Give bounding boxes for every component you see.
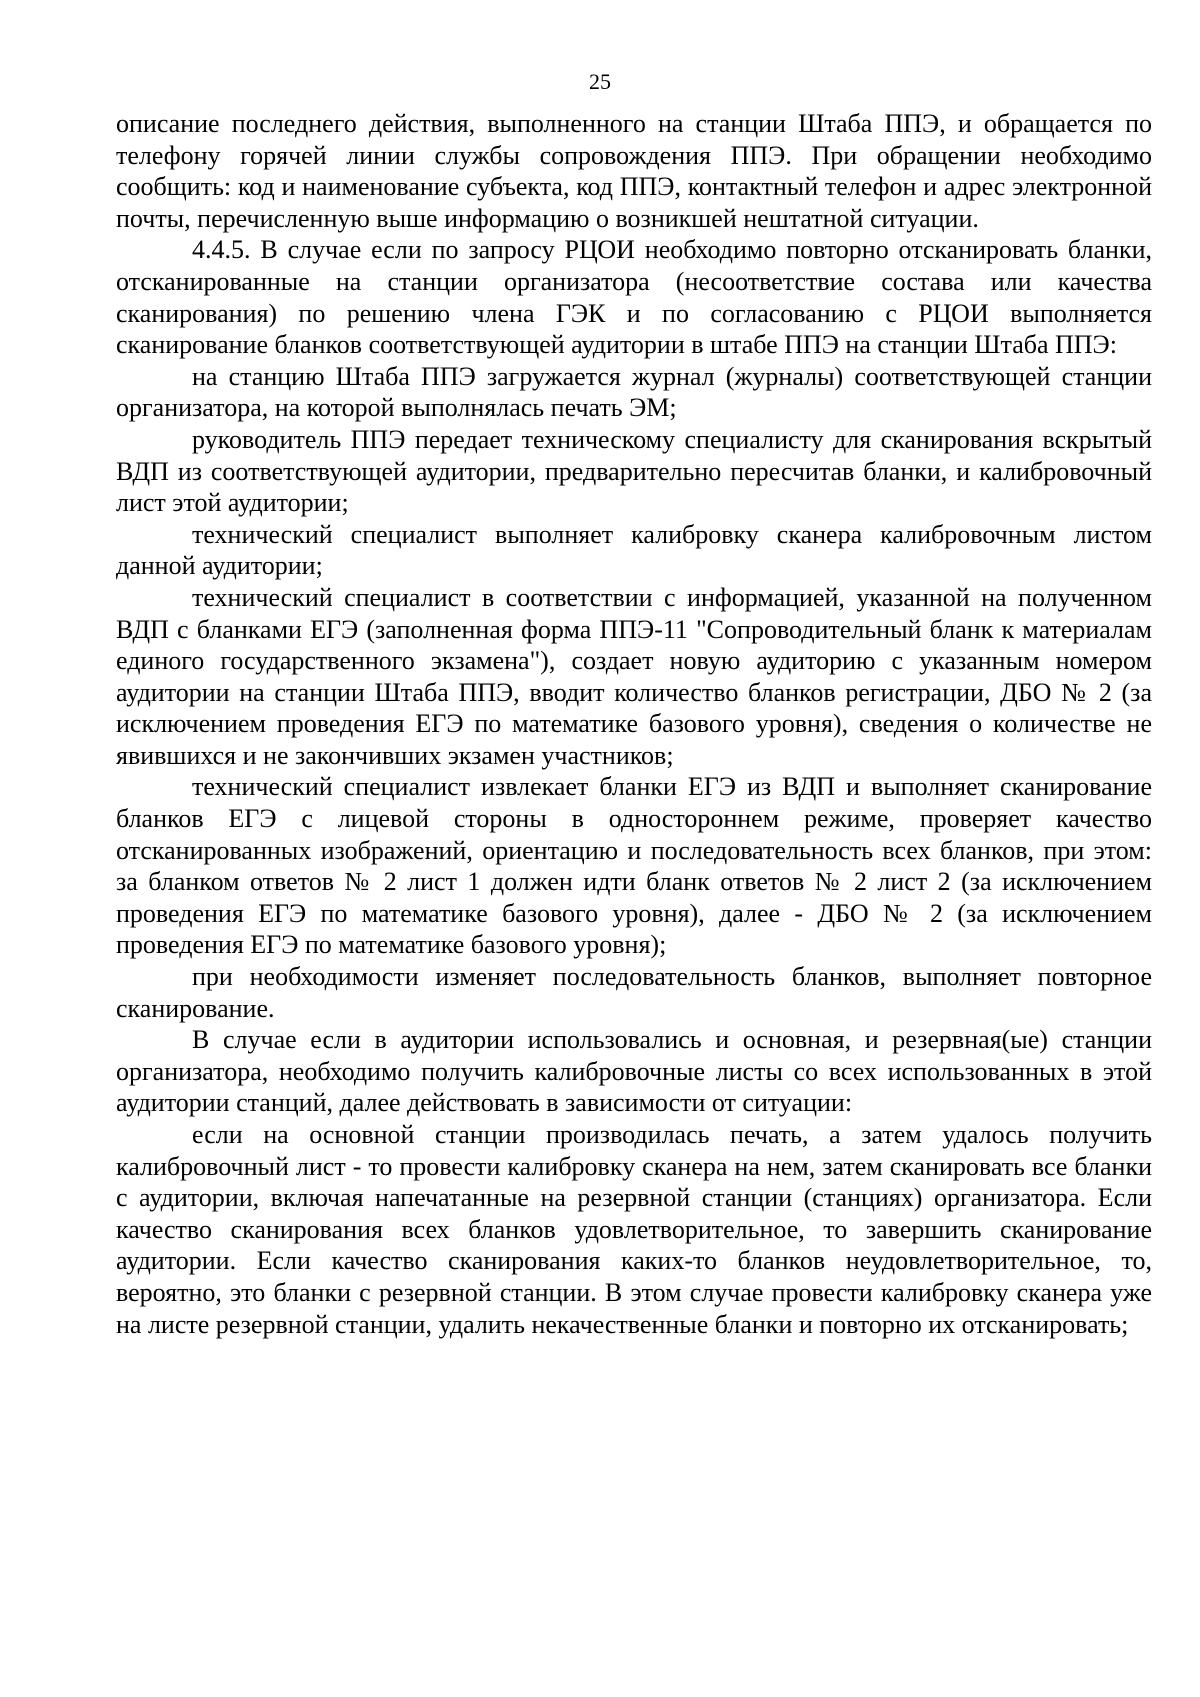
paragraph-calibrate-scanner: технический специалист выполняет калибровку сканера калибровочным листом данной аудитории; — [116, 519, 1152, 581]
document-body — [116, 108, 1152, 1340]
page-number: 25 — [589, 69, 611, 94]
paragraph-hand-over-vdp: руководитель ППЭ передает техническому специалисту для сканирования вскрытый ВДП из соответствующей аудитории, предварительно пересчитав бланки, и калибровочный лист этой аудитории; — [116, 424, 1152, 518]
paragraph-scan-forms: технический специалист извлекает бланки ЕГЭ из ВДП и выполняет сканирование бланков ЕГЭ с лицевой стороны в одностороннем режиме, проверяет качество отсканированных изображений, ориентацию и последовательность всех бланков, при этом: за бланком ответов № 2 лист 1 должен идти бланк ответов № 2 лист 2 (за исключением проведения ЕГЭ по математике базового уровня), далее - ДБО № 2 (за исключением проведения ЕГЭ по математике базового уровня); — [116, 772, 1152, 960]
paragraph-reserve-stations: В случае если в аудитории использовались и основная, и резервная(ые) станции организатора, необходимо получить калибровочные листы со всех использованных в этой аудитории станций, далее действовать в зависимости от ситуации: — [116, 1025, 1152, 1118]
paragraph-create-auditorium: технический специалист в соответствии с информацией, указанной на полученном ВДП с бланками ЕГЭ (заполненная форма ППЭ-11 "Сопроводительный бланк к материалам единого государственного экзамена"), создает новую аудиторию с указанным номером аудитории на станции Штаба ППЭ, вводит количество бланков регистрации, ДБО № 2 (за исключением проведения ЕГЭ по математике базового уровня), сведения о количестве не явившихся и не закончивших экзамен участников; — [116, 582, 1152, 770]
paragraph-hotline-contact: описание последнего действия, выполненного на станции Штаба ППЭ, и обращается по телефону горячей линии службы сопровождения ППЭ. При обращении необходимо сообщить: код и наименование субъекта, код ППЭ, контактный телефон и адрес электронной почты, перечисленную выше информацию о возникшей нештатной ситуации. — [116, 109, 1152, 233]
paragraph-rescan: при необходимости изменяет последовательность бланков, выполняет повторное сканирование. — [116, 962, 1152, 1023]
paragraph-main-station-printing: если на основной станции производилась печать, а затем удалось получить калибровочный лист - то провести калибровку сканера на нем, затем сканировать все бланки с аудитории, включая напечатанные на резервной станции (станциях) организатора. Если качество сканирования всех бланков удовлетворительное, то завершить сканирование аудитории. Если качество сканирования каких-то бланков неудовлетворительное, то, вероятно, это бланки с резервной станции. В этом случае провести калибровку сканера уже на листе резервной станции, удалить некачественные бланки и повторно их отсканировать; — [116, 1120, 1152, 1339]
paragraph-load-journal: на станцию Штаба ППЭ загружается журнал (журналы) соответствующей станции организатора, на которой выполнялась печать ЭМ; — [116, 361, 1152, 423]
paragraph-4-4-5: 4.4.5. В случае если по запросу РЦОИ необходимо повторно отсканировать бланки, отсканированные на станции организатора (несоответствие состава или качества сканирования) по решению члена ГЭК и по согласованию с РЦОИ выполняется сканирование бланков соответствующей аудитории в штабе ППЭ на станции Штаба ППЭ: — [116, 235, 1152, 360]
